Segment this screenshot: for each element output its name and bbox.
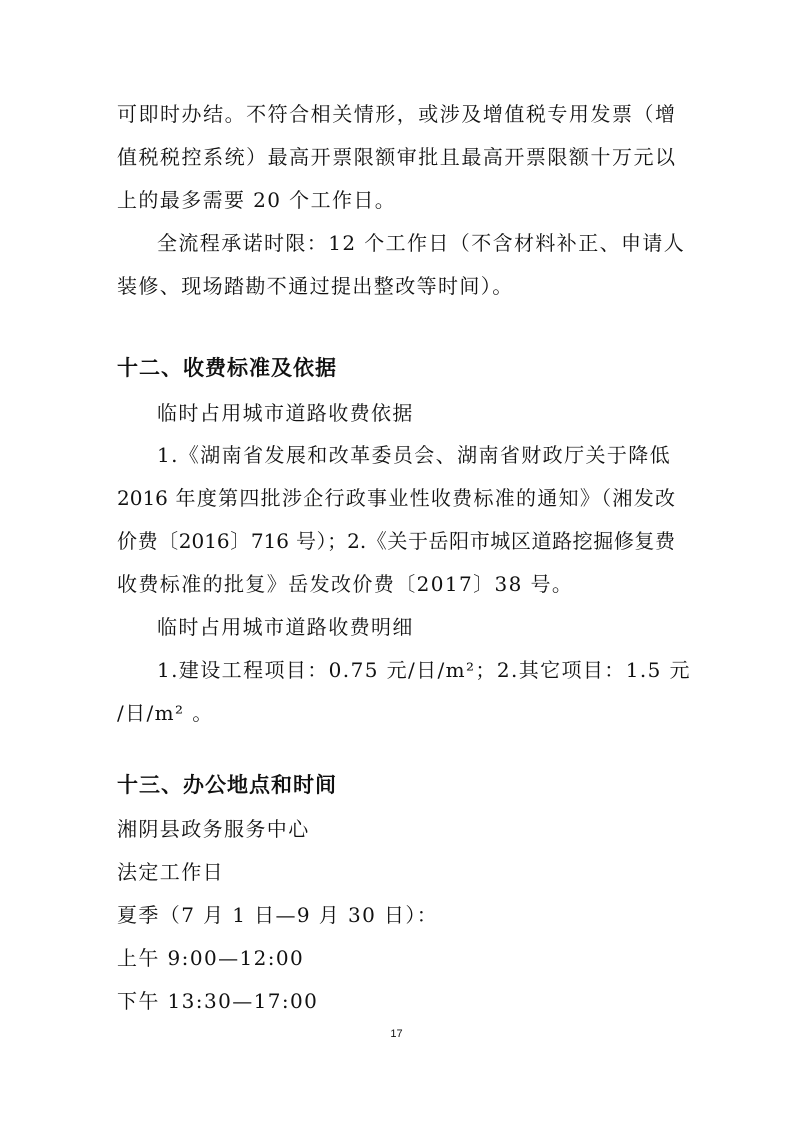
- office-hours-afternoon: 下午 13:30—17:00: [117, 989, 319, 1013]
- body-line: /日/m² 。: [117, 701, 214, 725]
- subsection-title-fee-basis: 临时占用城市道路收费依据: [157, 401, 414, 425]
- subsection-title-fee-detail: 临时占用城市道路收费明细: [157, 615, 414, 639]
- section-heading-office: 十三、办公地点和时间: [117, 773, 337, 797]
- body-line: 装修、现场踏勘不通过提出整改等时间）。: [117, 274, 514, 298]
- body-line: 1.建设工程项目：0.75 元/日/m²；2.其它项目：1.5 元: [157, 658, 691, 682]
- body-line: 夏季（7 月 1 日—9 月 30 日）：: [117, 903, 439, 927]
- body-line: 1.《湖南省发展和改革委员会、湖南省财政厅关于降低: [157, 443, 672, 467]
- body-line: 法定工作日: [117, 860, 224, 884]
- body-line: 2016 年度第四批涉企行政事业性收费标准的通知》（湘发改: [117, 486, 675, 510]
- office-location: 湘阴县政务服务中心: [117, 817, 310, 841]
- office-hours-morning: 上午 9:00—12:00: [117, 946, 305, 970]
- body-line: 收费标准的批复》岳发改价费〔2017〕38 号。: [117, 572, 574, 596]
- body-line: 可即时办结。不符合相关情形，或涉及增值税专用发票（增: [117, 102, 675, 126]
- body-line: 上的最多需要 20 个工作日。: [117, 188, 397, 212]
- body-line: 值税税控系统）最高开票限额审批且最高开票限额十万元以: [117, 145, 675, 169]
- page-number: 17: [390, 1028, 403, 1040]
- section-heading-fees: 十二、收费标准及依据: [117, 356, 337, 380]
- body-line: 价费〔2016〕716 号）；2.《关于岳阳市城区道路挖掘修复费: [117, 529, 675, 553]
- body-line: 全流程承诺时限：12 个工作日（不含材料补正、申请人: [157, 231, 686, 255]
